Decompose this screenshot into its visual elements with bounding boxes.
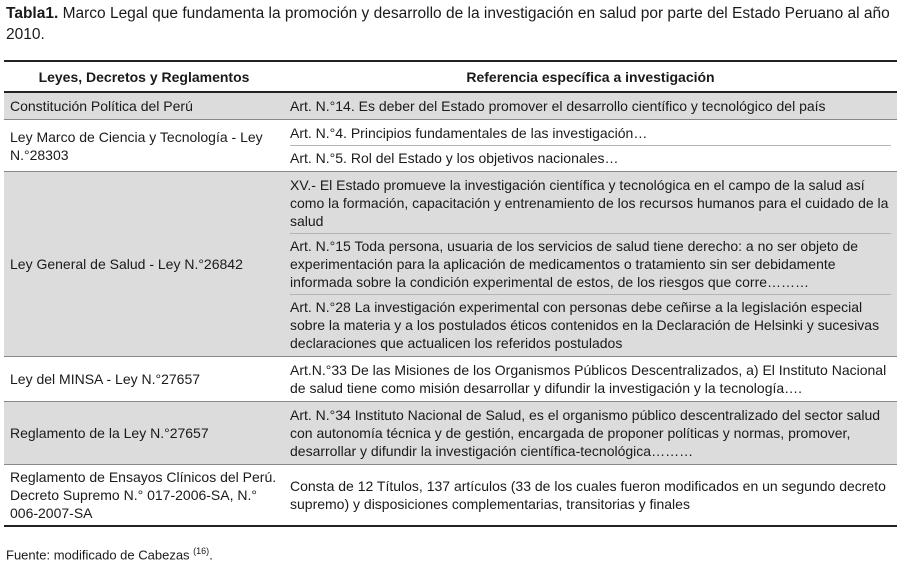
reference-text: Art. N.°14. Es deber del Estado promover el desarrollo científico y tecnológico del país — [290, 98, 826, 114]
reference-text: Art. N.°28 La investigación experimental con personas debe ceñirse a la legislación especial sobre la materia y a los postulados éticos contenidos en la Declaración de Helsinki y sucesivas declaraciones que actualicen los referidos postulados — [290, 294, 891, 353]
reference-cell — [284, 172, 897, 357]
reference-cell — [284, 357, 897, 402]
reference-cell — [284, 92, 897, 120]
table-row — [4, 120, 897, 172]
law-cell: Reglamento de la Ley N.°27657 — [4, 402, 284, 465]
caption-text: Marco Legal que fundamenta la promoción y desarrollo de la investigación en salud por parte del Estado Peruano al año 2010. — [6, 5, 890, 43]
law-cell: Constitución Política del Perú — [4, 92, 284, 120]
reference-cell — [284, 120, 897, 172]
source-note — [6, 546, 213, 562]
table-row — [4, 172, 897, 357]
law-cell: Ley General de Salud - Ley N.°26842 — [4, 172, 284, 357]
source-end: . — [209, 547, 213, 563]
source-text: Fuente: modificado de Cabezas — [6, 547, 194, 563]
reference-cell — [284, 465, 897, 527]
reference-text: Consta de 12 Títulos, 137 artículos (33 de los cuales fueron modificados en un segundo decreto supremo) y disposiciones complementarias, transitorias y finales — [290, 478, 886, 512]
reference-text: Art.N.°33 De las Misiones de los Organismos Públicos Descentralizados, a) El Instituto Nacional de salud tiene como misión desarrollar y difundir la investigación y la tecnología…. — [290, 362, 887, 396]
reference-text: Art. N.°15 Toda persona, usuaria de los servicios de salud tiene derecho: a no ser objeto de experimentación para la aplicación de medicamentos o tratamiento sin ser debidamente informada sobre la condición experimental de estos, de los riesgos que corre……… — [290, 233, 891, 292]
table-row — [4, 92, 897, 120]
source-citation: (16) — [193, 546, 210, 556]
header-laws: Leyes, Decretos y Reglamentos — [4, 61, 284, 92]
reference-text: Art. N.°4. Principios fundamentales de las investigación… — [290, 125, 648, 141]
reference-text: XV.- El Estado promueve la investigación científica y tecnológica en el campo de la salud así como la formación, capacitación y entrenamiento de los recursos humanos para el cuidado de la salud — [290, 177, 889, 229]
table-caption — [6, 3, 896, 45]
law-cell: Reglamento de Ensayos Clínicos del Perú. Decreto Supremo N.° 017-2006-SA, N.° 006-2007-SA — [4, 465, 284, 527]
law-cell: Ley del MINSA - Ley N.°27657 — [4, 357, 284, 402]
reference-text: Art. N.°34 Instituto Nacional de Salud, es el organismo público descentralizado del sector salud con autonomía técnica y de gestión, encargada de proponer políticas y normas, promover, desarrollar y difundir la investigación científica-tecnológica……… — [290, 407, 881, 459]
table-row — [4, 357, 897, 402]
caption-label: Tabla1. — [6, 5, 59, 22]
table-row — [4, 465, 897, 527]
table-row — [4, 402, 897, 465]
table-header-row — [4, 61, 897, 92]
header-references: Referencia específica a investigación — [284, 61, 897, 92]
law-cell: Ley Marco de Ciencia y Tecnología - Ley N.°28303 — [4, 120, 284, 172]
reference-cell — [284, 402, 897, 465]
legal-framework-table — [4, 60, 897, 527]
reference-text: Art. N.°5. Rol del Estado y los objetivos nacionales… — [290, 145, 891, 168]
